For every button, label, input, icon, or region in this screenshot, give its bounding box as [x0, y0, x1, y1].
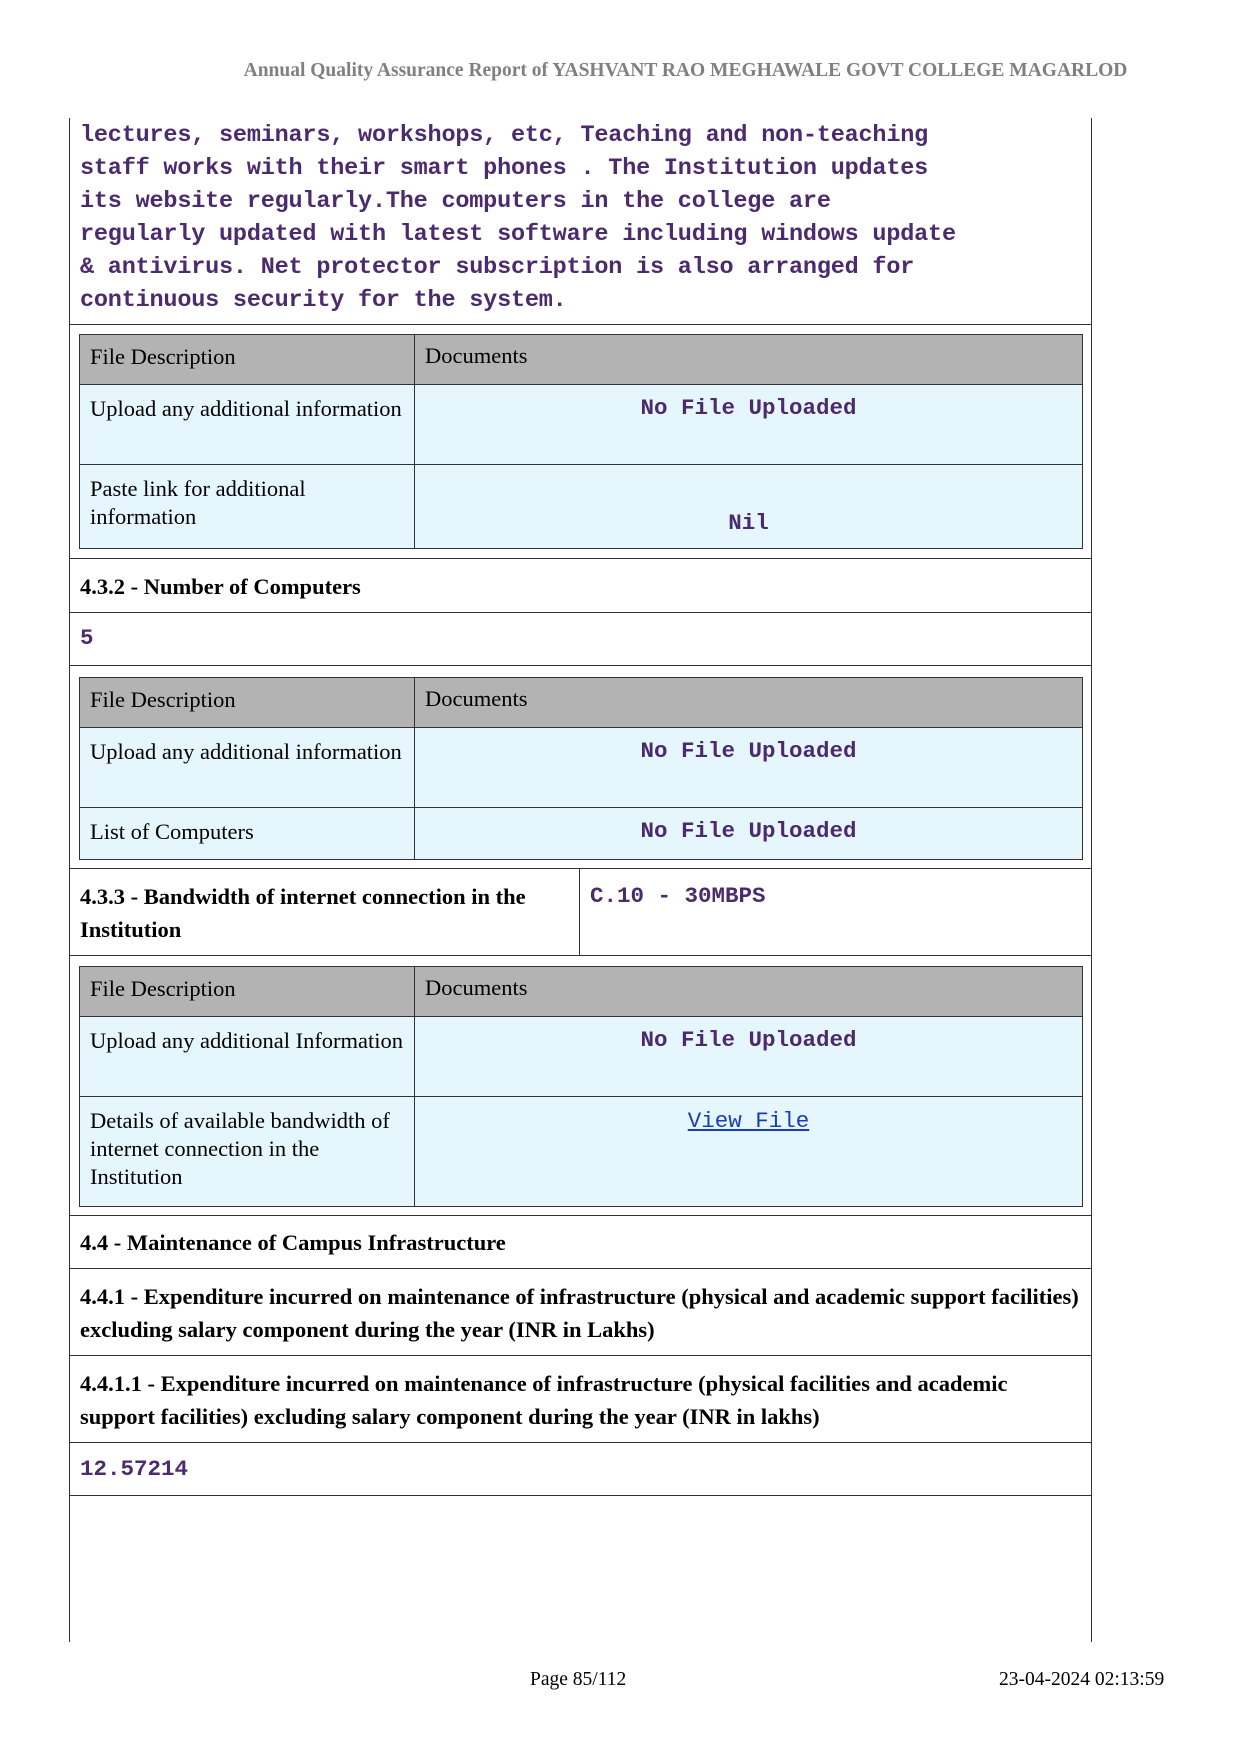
- no-file-uploaded: No File Uploaded: [415, 385, 1083, 465]
- divider: [69, 612, 1092, 613]
- col-file-description: File Description: [80, 678, 415, 728]
- divider: [69, 558, 1092, 559]
- divider: [69, 665, 1092, 666]
- divider: [69, 1215, 1092, 1216]
- expenditure-value: 12.57214: [80, 1456, 189, 1482]
- divider: [69, 1355, 1092, 1356]
- file-desc-cell: Upload any additional information: [80, 728, 415, 808]
- col-file-description: File Description: [80, 335, 415, 385]
- report-header: Annual Quality Assurance Report of YASHVANT RAO MEGHAWALE GOVT COLLEGE MAGARLOD: [243, 60, 1128, 81]
- generated-datetime: 23-04-2024 02:13:59: [999, 1669, 1165, 1690]
- file-desc-cell: Upload any additional information: [80, 385, 415, 465]
- divider: [69, 955, 1092, 956]
- page-number: Page 85/112: [530, 1669, 627, 1690]
- no-file-uploaded: No File Uploaded: [415, 728, 1083, 808]
- divider: [69, 324, 1092, 325]
- col-documents: Documents: [415, 678, 1083, 728]
- file-table-3: [79, 966, 1083, 1207]
- col-documents: Documents: [415, 335, 1083, 385]
- divider: [69, 1495, 1092, 1496]
- file-table-2: [79, 677, 1083, 860]
- section-4-4-1-1-title: 4.4.1.1 - Expenditure incurred on maintenance of infrastructure (physical facilities and academic support facilities) excluding salary component during the year (INR in lakhs): [80, 1371, 1008, 1429]
- col-file-description: File Description: [80, 967, 415, 1017]
- no-file-uploaded: No File Uploaded: [415, 808, 1083, 860]
- file-table-1: [79, 334, 1083, 549]
- divider: [69, 868, 1092, 869]
- infrastructure-description: lectures, seminars, workshops, etc, Teaching and non-teaching staff works with their smart phones . The Institution updates its website regularly.The computers in the college are regularly updated with latest software including windows update & antivirus. Net protector subscription is also arranged for continuous security for the system.: [80, 122, 956, 314]
- computers-count-value: 5: [80, 625, 94, 651]
- cell-divider: [579, 868, 580, 956]
- bandwidth-value: C.10 - 30MBPS: [590, 883, 766, 909]
- section-4-3-3-title: 4.3.3 - Bandwidth of internet connection in the Institution: [80, 884, 526, 942]
- file-desc-cell: Paste link for additional information: [80, 465, 415, 549]
- file-desc-cell: List of Computers: [80, 808, 415, 860]
- view-file-link[interactable]: View File: [687, 1108, 810, 1134]
- no-file-uploaded: No File Uploaded: [415, 1017, 1083, 1097]
- divider: [69, 1268, 1092, 1269]
- file-desc-cell: Upload any additional Information: [80, 1017, 415, 1097]
- col-documents: Documents: [415, 967, 1083, 1017]
- section-4-4-title: 4.4 - Maintenance of Campus Infrastructure: [80, 1230, 506, 1255]
- divider: [69, 1442, 1092, 1443]
- section-4-4-1-title: 4.4.1 - Expenditure incurred on maintenance of infrastructure (physical and academic support facilities) excluding salary component during the year (INR in Lakhs): [80, 1284, 1079, 1342]
- file-desc-cell: Details of available bandwidth of internet connection in the Institution: [80, 1097, 415, 1207]
- link-value: Nil: [415, 465, 1083, 549]
- section-4-3-2-title: 4.3.2 - Number of Computers: [80, 574, 361, 599]
